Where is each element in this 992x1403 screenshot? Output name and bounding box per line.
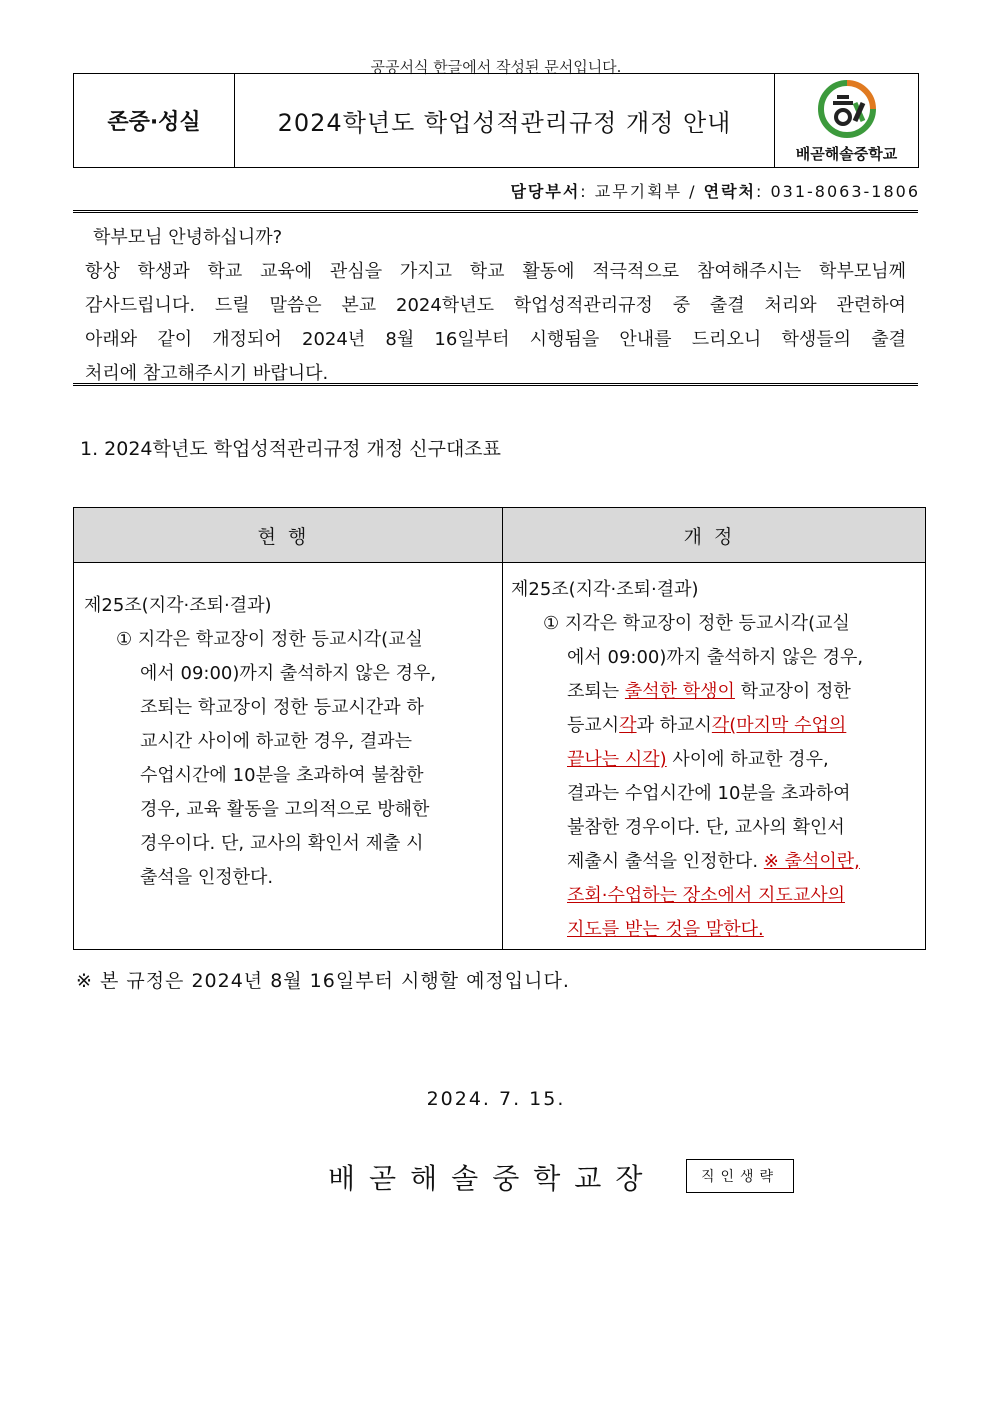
principal-signature: 배곧해솔중학교장 bbox=[328, 1162, 657, 1195]
revised-regulation-cell bbox=[503, 563, 926, 950]
current-text-line: 조퇴는 학교장이 정한 등교시간과 하 bbox=[140, 697, 424, 718]
greeting-line: 처리에 참고해주시기 바랍니다. bbox=[85, 363, 329, 384]
revised-emphasis-line: 지도를 받는 것을 말한다. bbox=[567, 919, 764, 940]
current-text-line: 출석을 인정한다. bbox=[140, 867, 274, 888]
current-text-line: ① 지각은 학교장이 정한 등교시각(교실 bbox=[116, 629, 423, 650]
revised-emphasis: 출석한 학생이 bbox=[624, 681, 735, 702]
current-article-title: 제25조(지각·조퇴·결과) bbox=[84, 595, 272, 616]
phone-value: : 031-8063-1806 bbox=[756, 182, 920, 201]
greeting-line: 학부모님 안녕하십니까? bbox=[93, 227, 283, 248]
section-heading: 1. 2024학년도 학업성적관리규정 개정 신구대조표 bbox=[80, 438, 502, 460]
document-origin-note: 공공서식 한글에서 작성된 문서입니다. bbox=[370, 58, 622, 76]
page-title: 2024학년도 학업성적관리규정 개정 안내 bbox=[235, 74, 775, 167]
revised-text: 사이에 하교한 경우, bbox=[666, 749, 829, 770]
current-text-line: 수업시간에 10분을 초과하여 불참한 bbox=[140, 765, 424, 786]
revised-emphasis-line: 조회·수업하는 장소에서 지도교사의 bbox=[567, 885, 845, 906]
revised-text: 학교장이 정한 bbox=[734, 681, 851, 702]
revised-emphasis: 각 bbox=[619, 715, 637, 736]
greeting-line: 감사드립니다. 드릴 말씀은 본교 2024학년도 학업성적관리규정 중 출결 처리와 관련하여 bbox=[85, 295, 906, 316]
logo-school-name: 배곧해솔중학교 bbox=[795, 145, 898, 163]
revised-text-line bbox=[511, 675, 917, 709]
current-text-line: 에서 09:00)까지 출석하지 않은 경우, bbox=[140, 663, 437, 684]
revised-emphasis: 각(마지막 수업의 bbox=[711, 715, 847, 736]
department-label: 담당부서 bbox=[510, 182, 581, 201]
revised-article-title: 제25조(지각·조퇴·결과) bbox=[511, 579, 699, 600]
revised-text: 조퇴는 bbox=[567, 681, 625, 702]
column-header-revised: 개정 bbox=[503, 508, 926, 563]
greeting-line: 항상 학생과 학교 교육에 관심을 가지고 학교 활동에 적극적으로 참여해주시는 학부모님께 bbox=[85, 261, 906, 282]
greeting-box bbox=[73, 210, 918, 386]
revised-text-line bbox=[511, 709, 917, 743]
current-text-line: 교시간 사이에 하교한 경우, 결과는 bbox=[140, 731, 413, 752]
revised-text: 과 하교시 bbox=[636, 715, 712, 736]
department-value: : 교무기획부 / bbox=[580, 182, 704, 201]
greeting-line: 아래와 같이 개정되어 2024년 8월 16일부터 시행됨을 안내를 드리오니 학생들의 출결 bbox=[85, 329, 906, 350]
revised-text-line: 불참한 경우이다. 단, 교사의 확인서 bbox=[567, 817, 845, 838]
revised-text: 등교시 bbox=[567, 715, 620, 736]
revised-text: 제출시 출석을 인정한다. bbox=[567, 851, 764, 872]
revised-text-line: 에서 09:00)까지 출석하지 않은 경우, bbox=[567, 647, 864, 668]
revised-emphasis: 끝나는 시각) bbox=[567, 749, 667, 770]
revised-text-line bbox=[511, 743, 917, 777]
document-header bbox=[73, 73, 919, 168]
contact-info bbox=[510, 179, 920, 202]
revised-text-line bbox=[511, 845, 917, 879]
revised-emphasis: ※ 출석이란, bbox=[763, 851, 860, 872]
column-header-current: 현행 bbox=[74, 508, 503, 563]
document-date: 2024. 7. 15. bbox=[426, 1088, 566, 1110]
revised-text-line: ① 지각은 학교장이 정한 등교시각(교실 bbox=[543, 613, 850, 634]
current-regulation-cell bbox=[74, 563, 503, 950]
current-text-line: 경우, 교육 활동을 고의적으로 방해한 bbox=[140, 799, 430, 820]
school-emblem-icon bbox=[815, 77, 879, 141]
seal-omitted-box: 직인생략 bbox=[686, 1159, 794, 1193]
current-text-line: 경우이다. 단, 교사의 확인서 제출 시 bbox=[140, 833, 424, 854]
revised-text-line: 결과는 수업시간에 10분을 초과하여 bbox=[567, 783, 851, 804]
comparison-table bbox=[73, 507, 926, 950]
school-motto: 존중·성실 bbox=[74, 74, 235, 167]
phone-label: 연락처 bbox=[703, 182, 756, 201]
school-logo bbox=[775, 74, 918, 167]
effective-date-notice: ※ 본 규정은 2024년 8월 16일부터 시행할 예정입니다. bbox=[76, 970, 570, 992]
